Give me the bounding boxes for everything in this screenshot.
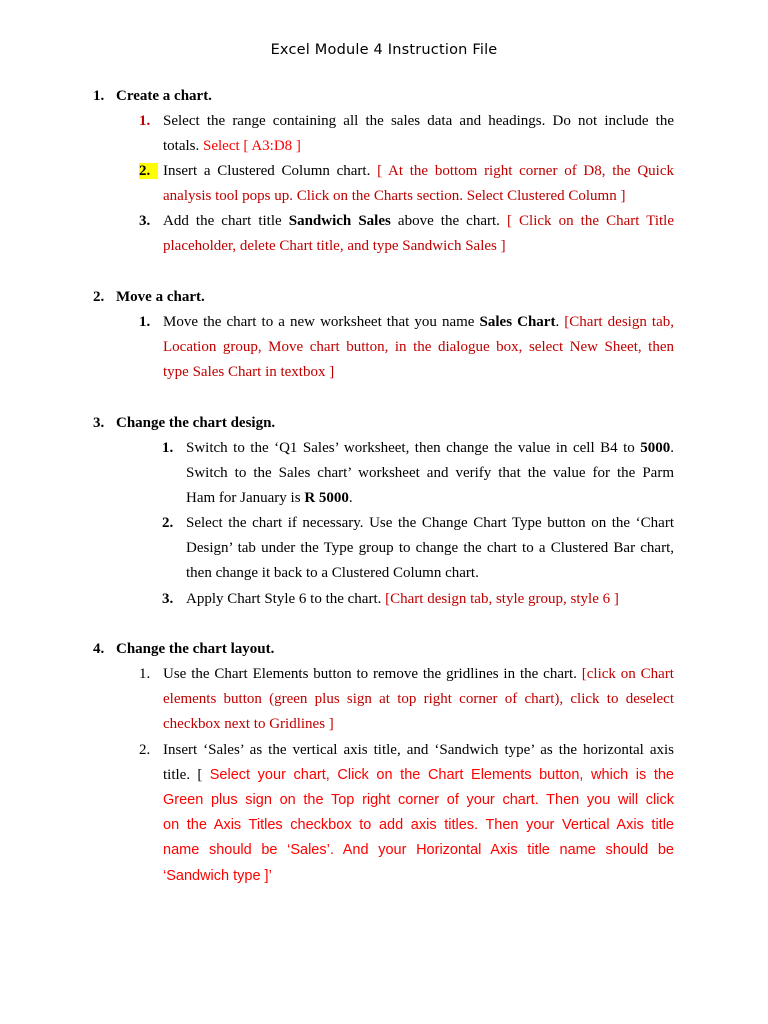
item-text-line: title. [ Select your chart, Click on the Chart Elements button, which is the <box>163 767 674 783</box>
item-number-highlighted: 2. <box>139 161 158 181</box>
item-text-line: Switch to the ‘Q1 Sales’ worksheet, then change the value in cell B4 to 5000. <box>186 440 674 456</box>
section-number: 4. <box>93 641 105 657</box>
item-text-line: Design’ tab under the Type group to change the chart to a Clustered Bar chart, <box>186 540 674 556</box>
item-text-line: ‘Sandwich type ]’ <box>163 868 272 884</box>
item-number: 1. <box>139 314 151 330</box>
item-text-line: Green plus sign on the Top right corner of your chart. Then you will click <box>163 792 674 808</box>
document-title: Excel Module 4 Instruction File <box>270 42 498 58</box>
item-number: 2. <box>139 742 151 758</box>
section-heading: Change the chart layout. <box>116 641 275 657</box>
item-text-line: Use the Chart Elements button to remove the gridlines in the chart. [click on Chart <box>163 666 674 682</box>
item-number: 3. <box>139 213 151 229</box>
item-text-line: Ham for January is R 5000. <box>186 490 353 506</box>
item-text-line: Apply Chart Style 6 to the chart. [Chart design tab, style group, style 6 ] <box>186 591 619 607</box>
item-text-line: Insert a Clustered Column chart. [ At the bottom right corner of D8, the Quick <box>163 163 674 179</box>
item-text-line: Switch to the Sales chart’ worksheet and verify that the value for the Parm <box>186 465 674 481</box>
section-heading: Change the chart design. <box>116 415 276 431</box>
section-number: 1. <box>93 88 105 104</box>
item-text-line: type Sales Chart in textbox ] <box>163 364 335 380</box>
item-text-line: elements button (green plus sign at top right corner of chart), click to deselect <box>163 691 674 707</box>
item-text-line: checkbox next to Gridlines ] <box>163 716 334 732</box>
item-text-line: on the Axis Titles checkbox to add axis titles. Then your Vertical Axis title <box>163 817 674 833</box>
item-text-line: totals. Select [ A3:D8 ] <box>163 138 301 154</box>
item-number: 1. <box>139 666 151 682</box>
section-heading: Move a chart. <box>116 289 205 305</box>
item-text-line: Add the chart title Sandwich Sales above the chart. [ Click on the Chart Title <box>163 213 674 229</box>
item-text-line: Location group, Move chart button, in the dialogue box, select New Sheet, then <box>163 339 674 355</box>
section-number: 2. <box>93 289 105 305</box>
section-number: 3. <box>93 415 105 431</box>
item-text-line: Select the chart if necessary. Use the Change Chart Type button on the ‘Chart <box>186 515 674 531</box>
item-text-line: Move the chart to a new worksheet that you name Sales Chart. [Chart design tab, <box>163 314 674 330</box>
section-heading: Create a chart. <box>116 88 212 104</box>
item-text-line: analysis tool pops up. Click on the Charts section. Select Clustered Column ] <box>163 188 626 204</box>
item-text-line: then change it back to a Clustered Column chart. <box>186 565 479 581</box>
item-text-line: Select the range containing all the sales data and headings. Do not include the <box>163 113 674 129</box>
item-text-line: placeholder, delete Chart title, and type Sandwich Sales ] <box>163 238 506 254</box>
item-number: 1. <box>139 113 151 129</box>
item-text-line: Insert ‘Sales’ as the vertical axis title, and ‘Sandwich type’ as the horizontal axis <box>163 742 674 758</box>
item-number: 1. <box>162 440 174 456</box>
item-text-line: name should be ‘Sales’. And your Horizontal Axis title name should be <box>163 842 674 858</box>
item-number: 2. <box>162 515 174 531</box>
item-number: 3. <box>162 591 174 607</box>
